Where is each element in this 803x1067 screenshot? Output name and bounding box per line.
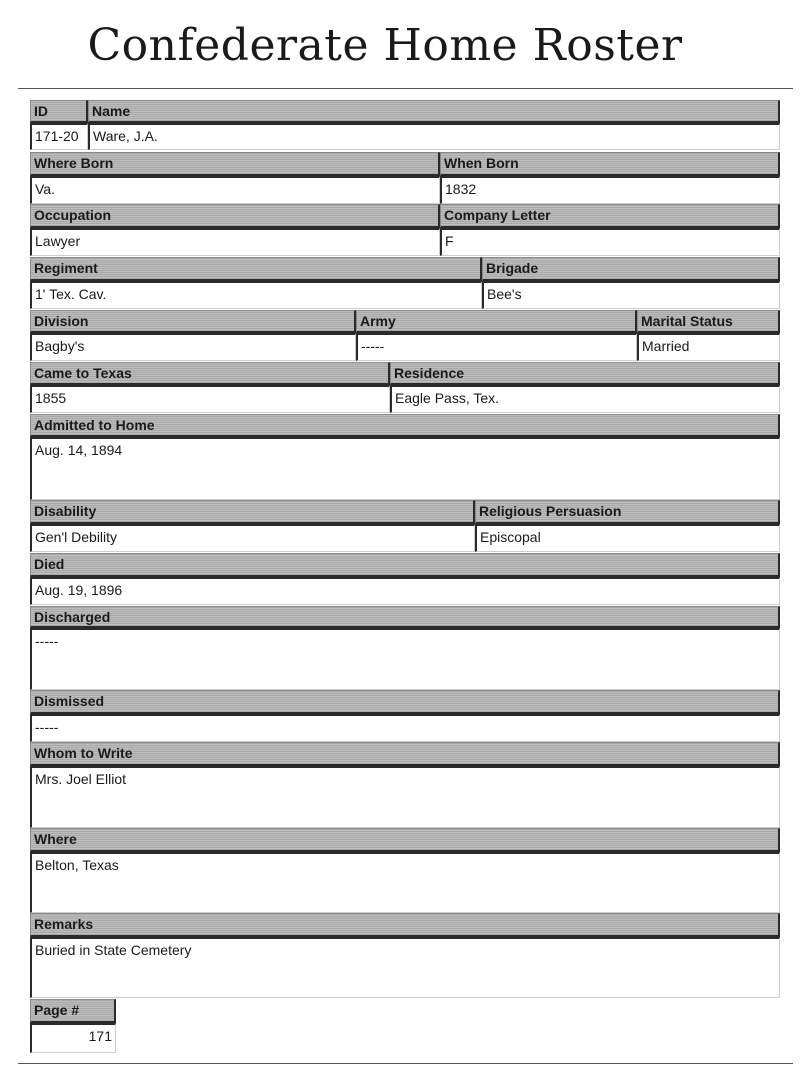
army-label: Army [356, 310, 637, 333]
discharged-label: Discharged [30, 606, 780, 628]
id-label: ID [30, 100, 88, 123]
died-field: Aug. 19, 1896 [30, 577, 780, 605]
name-label: Name [88, 100, 780, 123]
regiment-field: 1' Tex. Cav. [30, 281, 482, 309]
whom-to-write-label: Whom to Write [30, 742, 780, 766]
whom-to-write-field: Mrs. Joel Elliot [30, 766, 780, 828]
company-letter-label: Company Letter [440, 204, 780, 228]
disability-field: Gen'l Debility [30, 524, 475, 552]
died-label: Died [30, 553, 780, 577]
where-label: Where [30, 828, 780, 852]
occupation-label: Occupation [30, 204, 440, 228]
where-born-label: Where Born [30, 152, 440, 176]
page-number-field: 171 [30, 1023, 116, 1053]
name-field: Ware, J.A. [88, 123, 780, 150]
marital-status-field: Married [637, 333, 780, 361]
admitted-to-home-label: Admitted to Home [30, 414, 780, 437]
came-to-texas-label: Came to Texas [30, 362, 390, 385]
division-label: Division [30, 310, 356, 333]
page-title: Confederate Home Roster [87, 20, 683, 71]
where-field: Belton, Texas [30, 852, 780, 913]
admitted-to-home-field: Aug. 14, 1894 [30, 437, 780, 500]
brigade-label: Brigade [482, 257, 780, 281]
disability-label: Disability [30, 500, 475, 524]
id-field: 171-20 [30, 123, 88, 150]
discharged-field: ----- [30, 628, 780, 690]
when-born-label: When Born [440, 152, 780, 176]
occupation-field: Lawyer [30, 228, 440, 256]
religious-persuasion-label: Religious Persuasion [475, 500, 780, 524]
army-field: ----- [356, 333, 637, 361]
remarks-label: Remarks [30, 913, 780, 937]
religious-persuasion-field: Episcopal [475, 524, 780, 552]
top-divider [18, 88, 793, 89]
regiment-label: Regiment [30, 257, 482, 281]
page-number-label: Page # [30, 999, 116, 1023]
dismissed-field: ----- [30, 714, 780, 742]
residence-field: Eagle Pass, Tex. [390, 385, 780, 413]
residence-label: Residence [390, 362, 780, 385]
when-born-field: 1832 [440, 176, 780, 204]
dismissed-label: Dismissed [30, 690, 780, 714]
remarks-field: Buried in State Cemetery [30, 937, 780, 998]
bottom-divider [18, 1063, 793, 1064]
division-field: Bagby's [30, 333, 356, 361]
brigade-field: Bee's [482, 281, 780, 309]
came-to-texas-field: 1855 [30, 385, 390, 413]
where-born-field: Va. [30, 176, 440, 204]
company-letter-field: F [440, 228, 780, 256]
marital-status-label: Marital Status [637, 310, 780, 333]
